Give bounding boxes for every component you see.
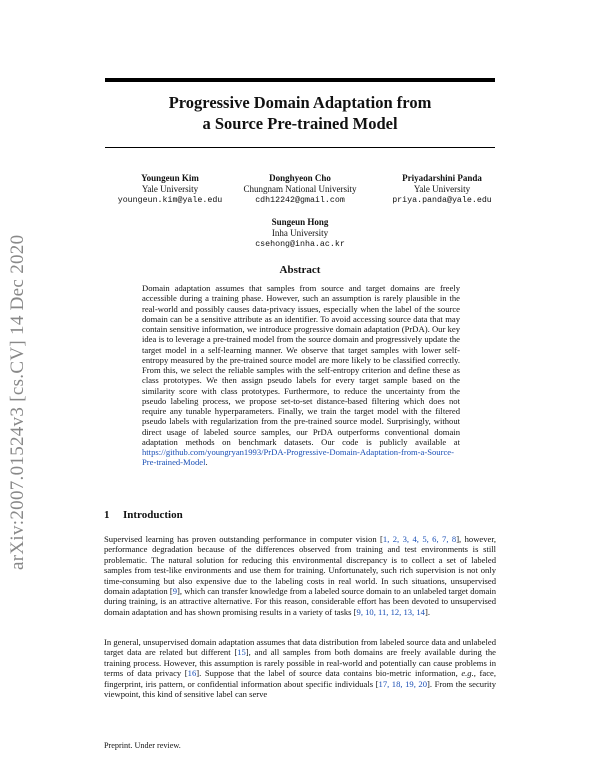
citation-link[interactable]: 16: [187, 668, 197, 679]
paragraph-text: ]. From the security viewpoint, this kind of sensitive label can serve: [104, 678, 496, 700]
author-email[interactable]: cdh12242@gmail.com: [255, 196, 345, 205]
author-email[interactable]: youngeun.kim@yale.edu: [117, 196, 223, 205]
arxiv-identifier-stamp: arXiv:2007.01524v3 [cs.CV] 14 Dec 2020: [7, 234, 28, 570]
author-affiliation: Chungnam National University: [243, 184, 357, 194]
title-line-2: a Source Pre-trained Model: [202, 114, 398, 133]
author-affiliation: Yale University: [141, 184, 199, 194]
intro-paragraph-2: [104, 637, 496, 699]
title-top-rule: [105, 78, 495, 82]
paragraph-text: ], which can transfer knowledge from a labeled source domain to an unlabeled target domain during training, is an attractive alternative. For this reason, considerable effort has been devoted to unsupervised domain adaptation and has shown promising results in a variety of tasks [: [104, 586, 497, 617]
abstract-end: .: [205, 457, 208, 468]
preprint-footer: Preprint. Under review.: [104, 741, 181, 750]
paragraph-text: ]. Suppose that the label of source data contains bio-metric information,: [196, 668, 462, 679]
emphasis-text: e.g.: [461, 668, 474, 679]
section-number: 1: [104, 509, 110, 521]
paper-title: [105, 92, 495, 134]
author-block-2: [230, 173, 370, 206]
author-block-1: [100, 173, 240, 206]
citation-link[interactable]: 1, 2, 3, 4, 5, 6, 7, 8: [382, 534, 457, 544]
citation-link[interactable]: 15: [237, 647, 246, 658]
paragraph-text: , face, fingerprint, iris pattern, or confidential information about specific individuals [: [104, 668, 496, 689]
abstract-heading: Abstract: [279, 264, 321, 276]
author-name: Youngeun Kim: [141, 173, 199, 183]
citation-link[interactable]: 9: [172, 586, 178, 597]
abstract-text: Domain adaptation assumes that samples from source and target domains are freely accessible during a training phase. However, such an assumption is rarely plausible in the real-world and possibly causes data-privacy issues, especially when the label of the source domain can be a sensitive attribute as an identifier. To avoid accessing source data that may contain sensitive information, we introduce progressive domain adaptation (PrDA). Our key idea is to leverage a pre-trained model from the source domain and progressively update the target model in a self-learning manner. We observe that target samples with lower self-entropy measured by the pre-trained source model are more likely to be classified correctly. From this, we select the reliable samples with the self-entropy criterion and define these as class prototypes. We then assign pseudo labels for every target sample based on the similarity score with class prototypes. Furthermore, to reduce the uncertainty from the pseudo labeling process, we propose set-to-set distance-based filtering which does not require any tunable hyperparameters. Finally, we train the target model with the filtered pseudo labels with regularization from the pre-trained source model. Surprisingly, without direct usage of labeled source samples, our PrDA outperforms conventional domain adaptation methods on benchmark datasets. Our code is publicly available at: [142, 283, 460, 447]
paragraph-text: ], and all samples from both domains are freely available during the training process. However, this assumption is rarely possible in real-world and potentially can cause problems in terms of data privacy [: [104, 647, 496, 679]
abstract-body: [142, 283, 460, 468]
author-affiliation: Yale University: [413, 184, 471, 194]
author-affiliation: Inha University: [271, 228, 329, 238]
paragraph-text: ].: [424, 606, 430, 617]
author-email[interactable]: csehong@inha.ac.kr: [255, 240, 345, 249]
paragraph-text: Supervised learning has proven outstanding performance in computer vision [: [104, 534, 383, 544]
citation-link[interactable]: 9, 10, 11, 12, 13, 14: [356, 606, 425, 617]
author-name: Sungeun Hong: [271, 217, 329, 227]
paragraph-text: ], however, performance degradation because of the differences observed from training and test environments is still problematic. The natural solution for reducing this environmental discrepancy is to collect a set of labeled samples from test-like environments and use them for training. Unfortunately, such rich supervision is not only time-consuming but also expensive due to the labeling costs in real world. In such situations, unsupervised domain adaptation [: [104, 534, 496, 597]
author-block-3: [372, 173, 512, 206]
author-name: Priyadarshini Panda: [402, 173, 482, 183]
title-line-1: Progressive Domain Adaptation from: [168, 93, 432, 112]
author-email[interactable]: priya.panda@yale.edu: [392, 196, 492, 205]
author-block-4: [230, 217, 370, 250]
paragraph-text: In general, unsupervised domain adaptation assumes that data distribution from labeled source data and unlabeled target data are related but different [: [104, 637, 496, 658]
author-name: Donghyeon Cho: [269, 173, 331, 183]
code-repository-link[interactable]: https://github.com/youngryan1993/PrDA-Progressive-Domain-Adaptation-from-a-Source-Pre-trained-Model: [142, 447, 454, 468]
title-bottom-rule: [105, 147, 495, 148]
citation-link[interactable]: 17, 18, 19, 20: [378, 678, 427, 689]
section-title: Introduction: [123, 509, 183, 521]
section-heading-introduction: [104, 509, 183, 521]
intro-paragraph-1: [104, 534, 496, 617]
